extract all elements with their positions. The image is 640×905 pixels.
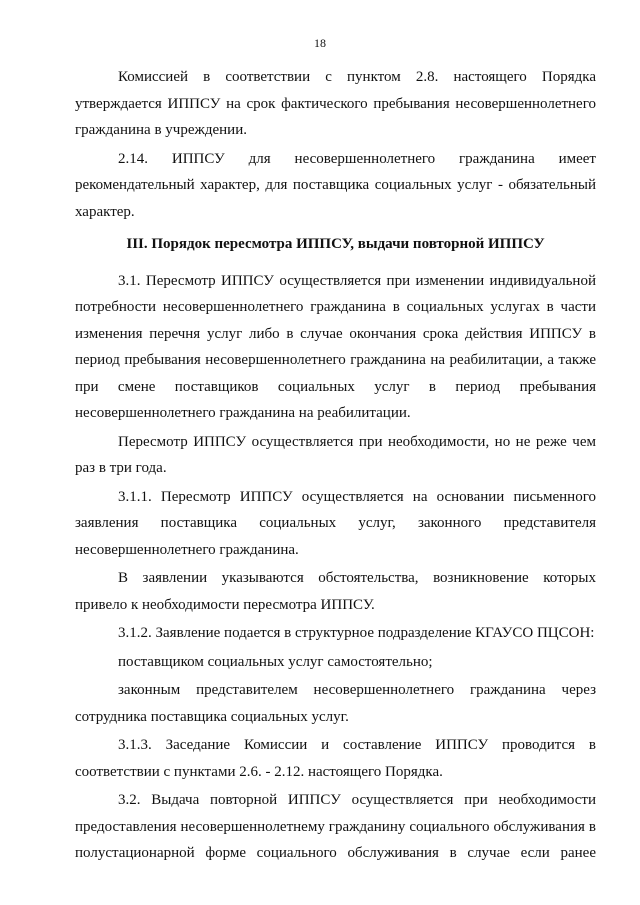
list-item-provider: поставщиком социальных услуг самостоятельно; <box>118 653 433 670</box>
paragraph-review-frequency: Пересмотр ИППСУ осуществляется при необходимости, но не реже чем раз в три года. <box>75 433 596 476</box>
section-heading: III. Порядок пересмотра ИППСУ, выдачи повторной ИППСУ <box>126 236 545 252</box>
paragraph-3-1: 3.1. Пересмотр ИППСУ осуществляется при изменении индивидуальной потребности несовершеннолетнего гражданина в социальных услугах в части изменения перечня услуг либо в случае окончания срока действия ИППСУ в период пребывания несовершеннолетнего гражданина на реабилитации, а также при смене поставщиков социальных услуг в период пребывания несовершеннолетнего гражданина на реабилитации. <box>75 272 596 421</box>
paragraph-2-14: 2.14. ИППСУ для несовершеннолетнего гражданина имеет рекомендательный характер, для поставщика социальных услуг - обязательный характер. <box>75 150 596 220</box>
paragraph-3-2: 3.2. Выдача повторной ИППСУ осуществляется при необходимости предоставления несовершеннолетнему гражданину социального обслуживания в полустационарной форме социального обслуживания в случае если ранее <box>75 792 596 861</box>
paragraph-3-1-2: 3.1.2. Заявление подается в структурное подразделение КГАУСО ПЦСОН: <box>118 625 595 641</box>
paragraph-application-circumstances: В заявлении указываются обстоятельства, возникновение которых привело к необходимости пересмотра ИППСУ. <box>75 570 596 613</box>
list-item-legal-representative: законным представителем несовершеннолетнего гражданина через сотрудника поставщика социальных услуг. <box>75 682 596 725</box>
document-body <box>75 64 596 867</box>
page-number: 18 <box>314 36 326 50</box>
paragraph-commission-approval: Комиссией в соответствии с пунктом 2.8. настоящего Порядка утверждается ИППСУ на срок фактического пребывания несовершеннолетнего гражданина в учреждении. <box>75 69 596 138</box>
paragraph-3-1-1: 3.1.1. Пересмотр ИППСУ осуществляется на основании письменного заявления поставщика социальных услуг, законного представителя несовершеннолетнего гражданина. <box>75 488 596 558</box>
paragraph-3-1-3: 3.1.3. Заседание Комиссии и составление ИППСУ проводится в соответствии с пунктами 2.6. - 2.12. настоящего Порядка. <box>75 737 596 780</box>
